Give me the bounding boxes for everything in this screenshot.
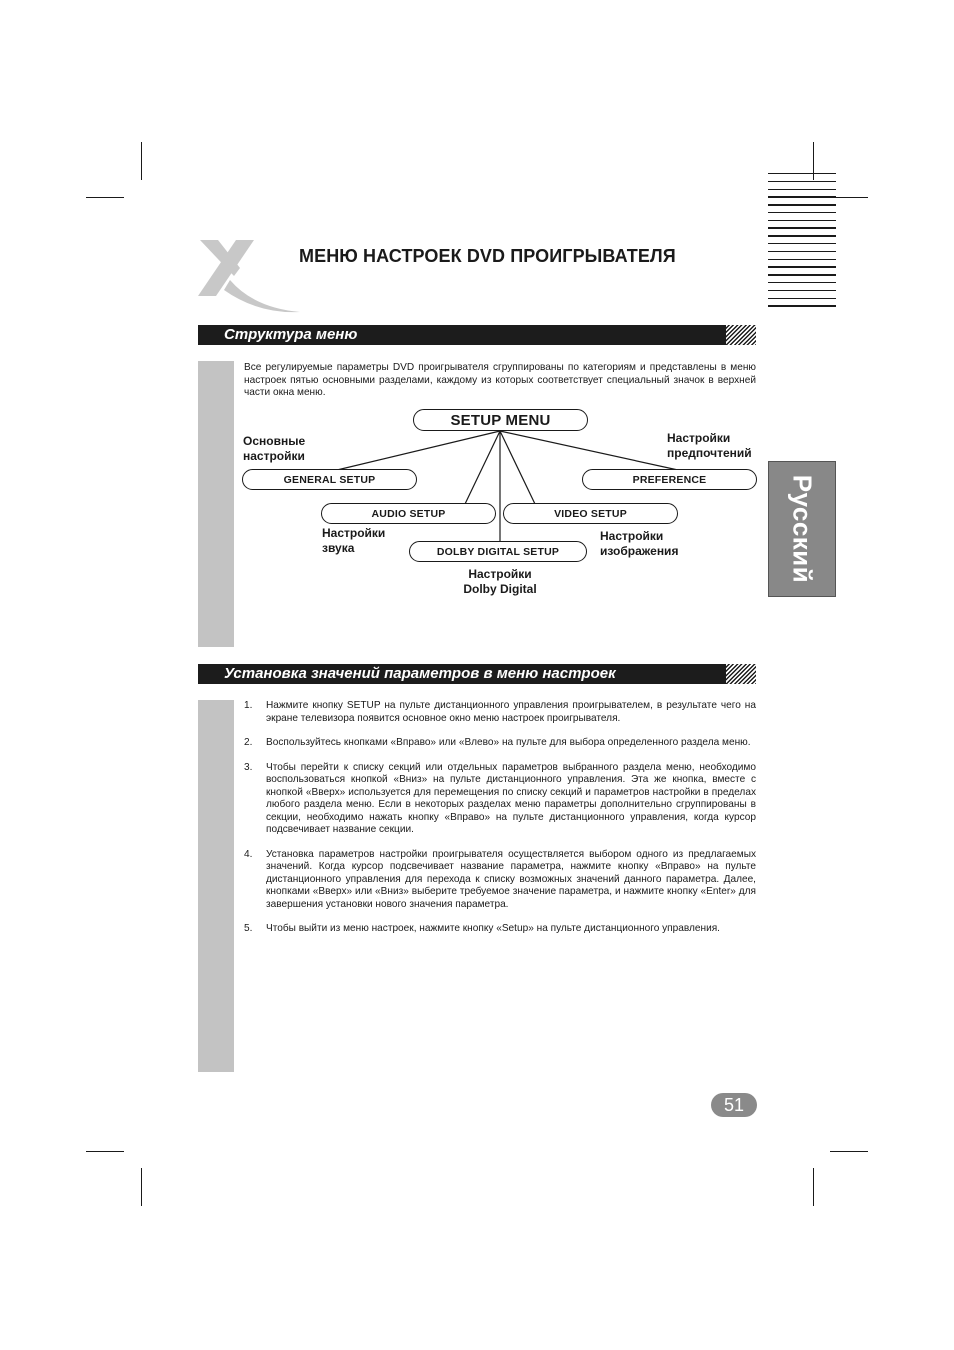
step-text: Чтобы перейти к списку секций или отдельных параметров выбранного раздела меню, необходимо воспользоваться кнопкой «Вниз» на пульте дистанционного управления. Эта же кнопка, вместе с кнопкой «Вверх» используется для перемещения по списку секций и параметров настройки в пределах любого раздела меню. Если в некоторых разделах меню параметры дополнительно сгруппированы в секции, необходимо нажать кнопку «Вправо» на пульте дистанционного управления, когда курсор подсвечивает название секции. [266,761,756,835]
preference-caption: Настройки предпочтений [667,431,752,460]
intro-paragraph: Все регулируемые параметры DVD проигрывателя сгруппированы по категориям и представлены в меню настроек пятью основными разделами, каждому из которых соответствует специальный значок в верхней части окна меню. [244,362,756,398]
step-number: 5. [244,923,253,934]
step-number: 2. [244,737,253,748]
section-title: Установка значений параметров в меню настроек [224,665,616,682]
crop-mark [813,1168,814,1206]
audio-setup-caption: Настройки звука [322,526,386,555]
hatch-pattern [726,664,756,684]
crop-mark [830,1151,868,1152]
dolby-digital-setup-node: DOLBY DIGITAL SETUP [409,541,587,562]
step-text: Чтобы выйти из меню настроек, нажмите кнопку «Setup» на пульте дистанционного управления. [266,923,720,934]
step-number: 3. [244,761,253,773]
language-tab-label: Русский [787,474,818,584]
setup-menu-node: SETUP MENU [413,409,588,431]
gray-margin-column [198,700,234,1072]
general-setup-node: GENERAL SETUP [242,469,417,490]
step-text: Нажмите кнопку SETUP на пульте дистанционного управления проигрывателем, в результате чего на экране телевизора появится основное окно меню настроек проигрывателя. [266,700,756,724]
audio-setup-node: AUDIO SETUP [321,503,496,524]
page-number-badge: 51 [711,1093,757,1117]
video-setup-node: VIDEO SETUP [503,503,678,524]
list-item [244,700,756,725]
step-text: Воспользуйтесь кнопками «Вправо» или «Влево» на пульте для выбора определенного раздела меню. [266,737,751,748]
list-item [244,737,756,750]
step-number: 4. [244,848,253,860]
list-item [244,849,756,912]
step-number: 1. [244,700,253,711]
video-setup-caption: Настройки изображения [600,529,679,558]
list-item [244,923,756,936]
list-item [244,762,756,837]
page-title: МЕНЮ НАСТРОЕК DVD ПРОИГРЫВАТЕЛЯ [299,246,676,266]
section-title: Структура меню [224,326,358,343]
crop-mark [141,1168,142,1206]
step-text: Установка параметров настройки проигрывателя осуществляется выбором одного из предлагаемых значений. Когда курсор подсвечивает название параметра, нажмите кнопку «Вправо» на пульте дистанционного управления для перехода к списку возможных значений данного параметра. Далее, кнопками «Вверх» или «Вниз» выберите требуемое значение параметра, и нажмите кнопку «Enter» для завершения установки нового значения параметра. [266,848,756,910]
general-setup-caption: Основные настройки [243,434,306,463]
dolby-caption: Настройки Dolby Digital [463,567,537,596]
crop-mark [86,1151,124,1152]
preference-node: PREFERENCE [582,469,757,490]
steps-list [244,700,756,948]
section-header-setting-values [198,664,756,684]
